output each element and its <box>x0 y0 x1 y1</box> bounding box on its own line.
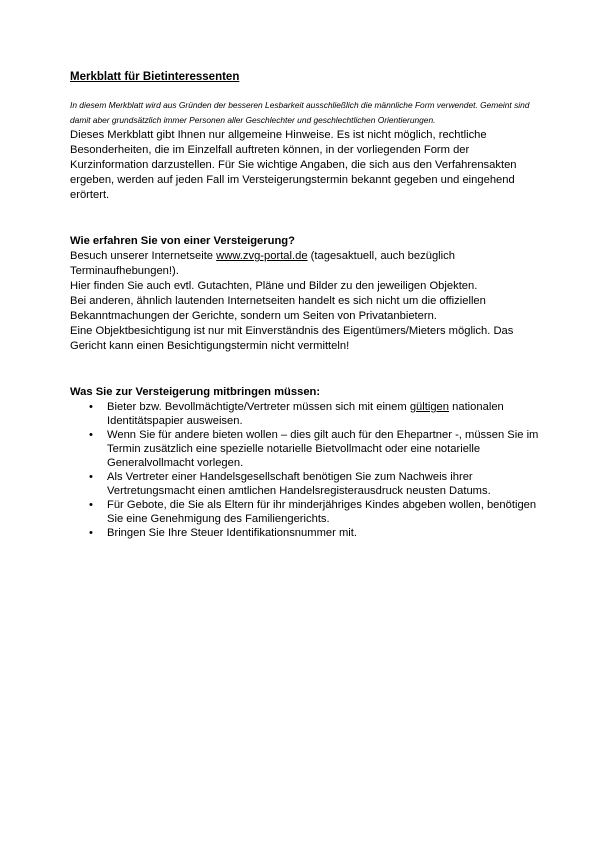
document-title: Merkblatt für Bietinteressenten <box>70 71 240 83</box>
list-item <box>70 470 540 498</box>
document-page <box>70 70 540 540</box>
item-text: Für Gebote, die Sie als Eltern für ihr minderjähriges Kindes abgeben wollen, benötigen Sie eine Genehmigung des Familiengerichts. <box>107 499 537 525</box>
zvg-portal-link[interactable]: www.zvg-portal.de <box>216 250 308 262</box>
bullet-icon: • <box>89 499 93 511</box>
list-item <box>70 400 540 428</box>
website-paragraph <box>70 249 540 294</box>
list-item <box>70 498 540 526</box>
section-how-to-learn <box>70 234 540 354</box>
website-text-after: (tagesaktuell, auch bezüglich Terminaufhebungen!). <box>70 250 455 277</box>
item-text: Als Vertreter einer Handelsgesellschaft benötigen Sie zum Nachweis ihrer Vertretungsmacht einen amtlichen Handelsregisterausdruck neusten Datums. <box>107 471 491 497</box>
item-text-underlined: gültigen <box>409 401 450 413</box>
list-item <box>70 526 540 540</box>
bullet-icon: • <box>89 401 93 413</box>
other-websites-paragraph: Bei anderen, ähnlich lautenden Internetseiten handelt es sich nicht um die offiziellen Bekanntmachungen der Gerichte, sondern um Seiten von Privatanbietern. <box>70 295 486 322</box>
item-text-after: nationalen Identitätspapier ausweisen. <box>107 401 504 427</box>
intro-paragraph: Dieses Merkblatt gibt Ihnen nur allgemeine Hinweise. Es ist nicht möglich, rechtliche Besonderheiten, die im Einzelfall auftreten können, in der vorliegenden Form der Kurzinformation darzustellen. Für Sie wichtige Angaben, die sich aus den Verfahrensakten ergeben, werden auf jeden Fall im Versteigerungstermin bekannt gegeben und eingehend erörtert. <box>70 129 517 201</box>
item-text-before: Bieter bzw. Bevollmächtigte/Vertreter müssen sich mit einem <box>107 401 410 413</box>
item-text: Bringen Sie Ihre Steuer Identifikationsnummer mit. <box>107 527 357 539</box>
website-text-before: Besuch unserer Internetseite <box>70 250 217 262</box>
viewing-paragraph: Eine Objektbesichtigung ist nur mit Einverständnis des Eigentümers/Mieters möglich. Das Gericht kann einen Besichtigungstermin nicht vermitteln! <box>70 325 514 352</box>
gender-disclaimer: In diesem Merkblatt wird aus Gründen der besseren Lesbarkeit ausschließlich die männliche Form verwendet. Gemeint sind damit aber grundsätzlich immer Personen aller Geschlechter und geschlechtlichen Orientierungen. <box>70 100 530 125</box>
section-what-to-bring <box>70 385 540 540</box>
section-heading: Was Sie zur Versteigerung mitbringen müssen: <box>70 386 321 398</box>
website-text-line2: Hier finden Sie auch evtl. Gutachten, Pläne und Bilder zu den jeweiligen Objekten. <box>70 280 478 292</box>
item-text: Wenn Sie für andere bieten wollen – dies gilt auch für den Ehepartner -, müssen Sie im Termin zusätzlich eine spezielle notarielle Bietvollmacht oder eine notarielle Generalvollmacht vorlegen. <box>107 429 539 469</box>
section-heading: Wie erfahren Sie von einer Versteigerung? <box>70 235 295 247</box>
list-item <box>70 428 540 470</box>
requirements-list <box>70 400 540 540</box>
bullet-icon: • <box>89 527 93 539</box>
bullet-icon: • <box>89 429 93 441</box>
bullet-icon: • <box>89 471 93 483</box>
